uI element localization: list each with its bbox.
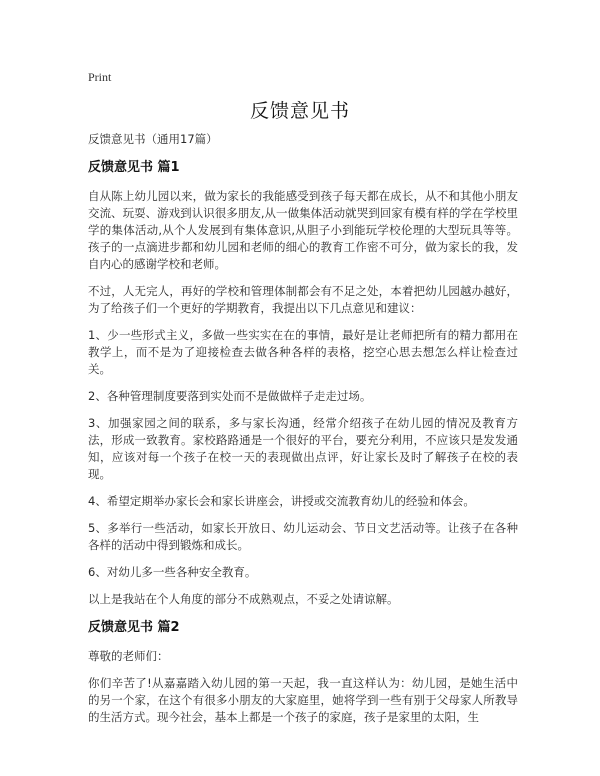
print-label: Print bbox=[88, 70, 112, 84]
document-body bbox=[88, 131, 518, 736]
document-title: 反馈意见书 bbox=[249, 100, 350, 122]
paragraph: 你们辛苦了!从嘉嘉踏入幼儿园的第一天起，我一直这样认为：幼儿园，是她生活中的另一个家，在这个有很多小朋友的大家庭里，她将学到一些有别于父母家人所教导的生活方式。现今社会，基本上都是一个孩子的家庭，孩子是家里的太阳，生 bbox=[88, 676, 518, 724]
section-heading: 反馈意见书 篇2 bbox=[88, 620, 180, 635]
paragraph: 以上是我站在个人角度的部分不成熟观点，不妥之处请谅解。 bbox=[88, 592, 399, 606]
paragraph: 5、多举行一些活动，如家长开放日、幼儿运动会、节日文艺活动等。让孩子在各种各样的活动中得到锻炼和成长。 bbox=[88, 521, 518, 552]
paragraph: 尊敬的老师们： bbox=[88, 649, 169, 663]
paragraph: 4、希望定期举办家长会和家长讲座会，讲授或交流教育幼儿的经验和体会。 bbox=[88, 494, 475, 508]
document-subtitle: 反馈意见书（通用17篇） bbox=[88, 132, 218, 146]
paragraph: 不过，人无完人，再好的学校和管理体制都会有不足之处，本着把幼儿园越办越好，为了给孩子们一个更好的学期教育，我提出以下几点意见和建议： bbox=[88, 284, 518, 315]
paragraph: 自从陈上幼儿园以来，做为家长的我能感受到孩子每天都在成长，从不和其他小朋友交流、玩耍、游戏到认识很多朋友,从一做集体活动就哭到回家有模有样的学在学校里学的集体活动,从个人发展到有集体意识,从胆子小到能玩学校伦理的大型玩具等等。孩子的一点滴进步都和幼儿园和老师的细心的教育工作密不可分，做为家长的我，发自内心的感谢学校和老师。 bbox=[88, 189, 518, 271]
paragraph: 2、各种管理制度要落到实处而不是做做样子走走过场。 bbox=[88, 389, 372, 403]
paragraph: 3、加强家园之间的联系，多与家长沟通，经常介绍孩子在幼儿园的情况及教育方法，形成一致教育。家校路路通是一个很好的平台，要充分利用，不应该只是发发通知，应该对每一个孩子在校一天的表现做出点评，好让家长及时了解孩子在校的表现。 bbox=[88, 416, 518, 481]
paragraph: 6、对幼儿多一些各种安全教育。 bbox=[88, 565, 257, 579]
section-heading: 反馈意见书 篇1 bbox=[88, 160, 180, 175]
paragraph: 1、少一些形式主义，多做一些实实在在的事情，最好是让老师把所有的精力都用在教学上，而不是为了迎接检查去做各种各样的表格，挖空心思去想怎么样让检查过关。 bbox=[88, 328, 518, 376]
